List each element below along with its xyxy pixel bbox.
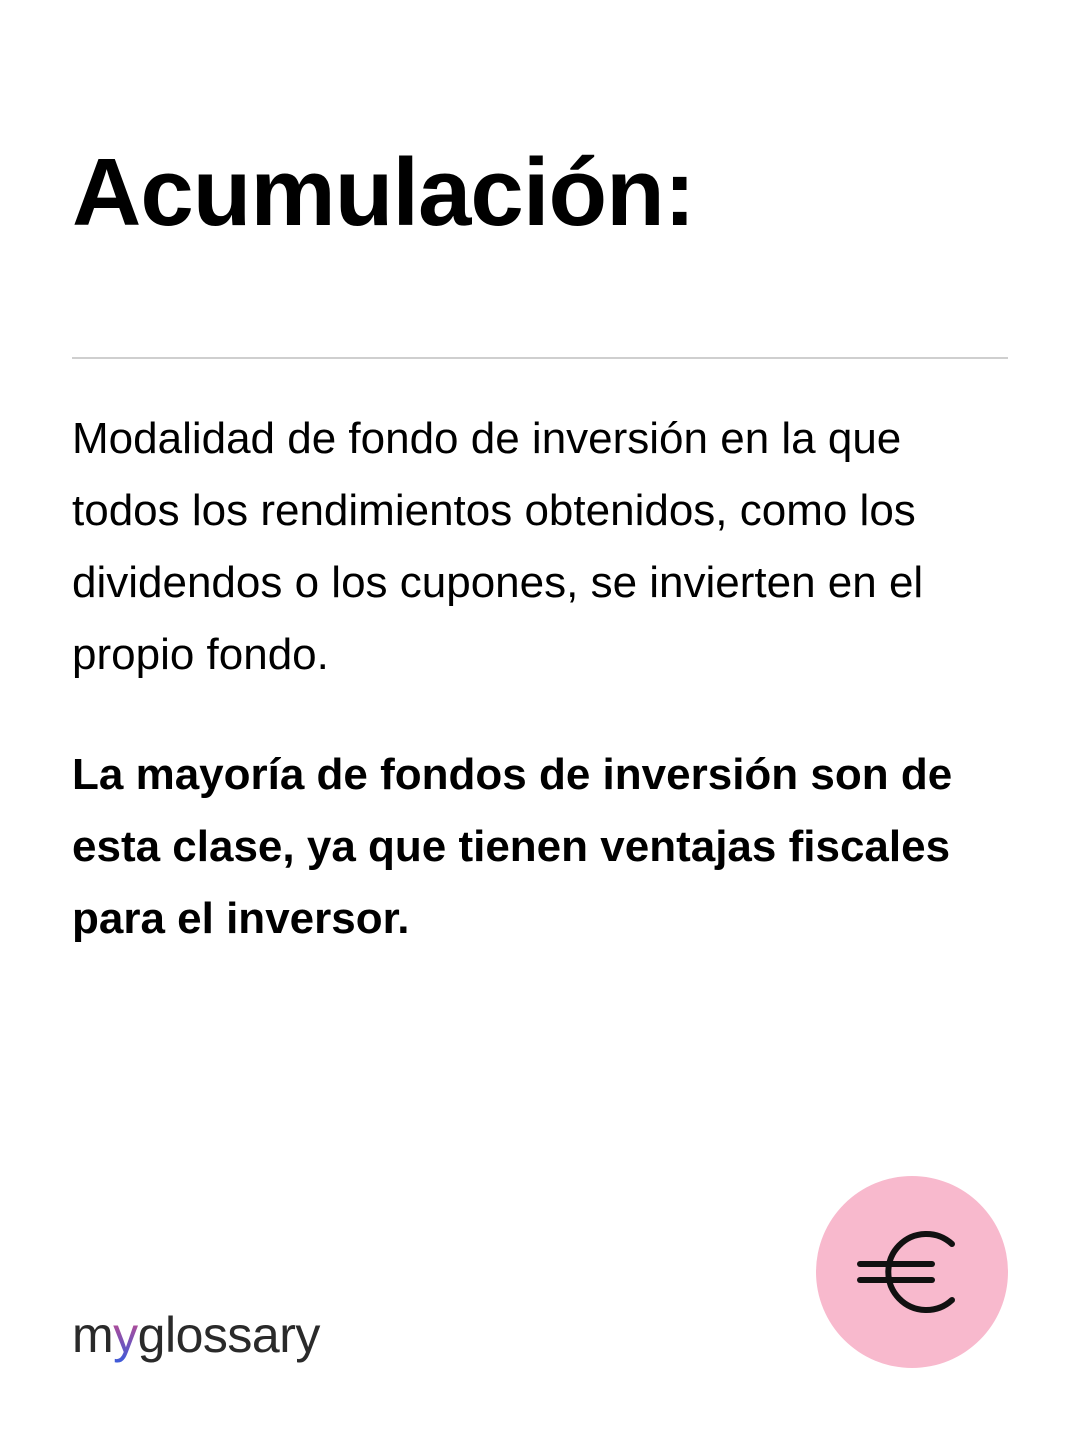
brand-logo-suffix: glossary [137, 1307, 320, 1363]
brand-logo-prefix: m [72, 1307, 114, 1363]
euro-badge [816, 1176, 1008, 1368]
brand-logo-accent: y [113, 1307, 138, 1363]
divider [72, 357, 1008, 359]
brand-logo [72, 1307, 320, 1363]
definition-text: Modalidad de fondo de inversión en la que todos los rendimientos obtenidos, como los dividendos o los cupones, se invierten en el propio fondo. [72, 414, 924, 679]
highlight-text: La mayoría de fondos de inversión son de esta clase, ya que tienen ventajas fiscales para el inversor. [72, 750, 953, 943]
euro-icon [856, 1216, 968, 1328]
page-title: Acumulación: [72, 139, 695, 246]
